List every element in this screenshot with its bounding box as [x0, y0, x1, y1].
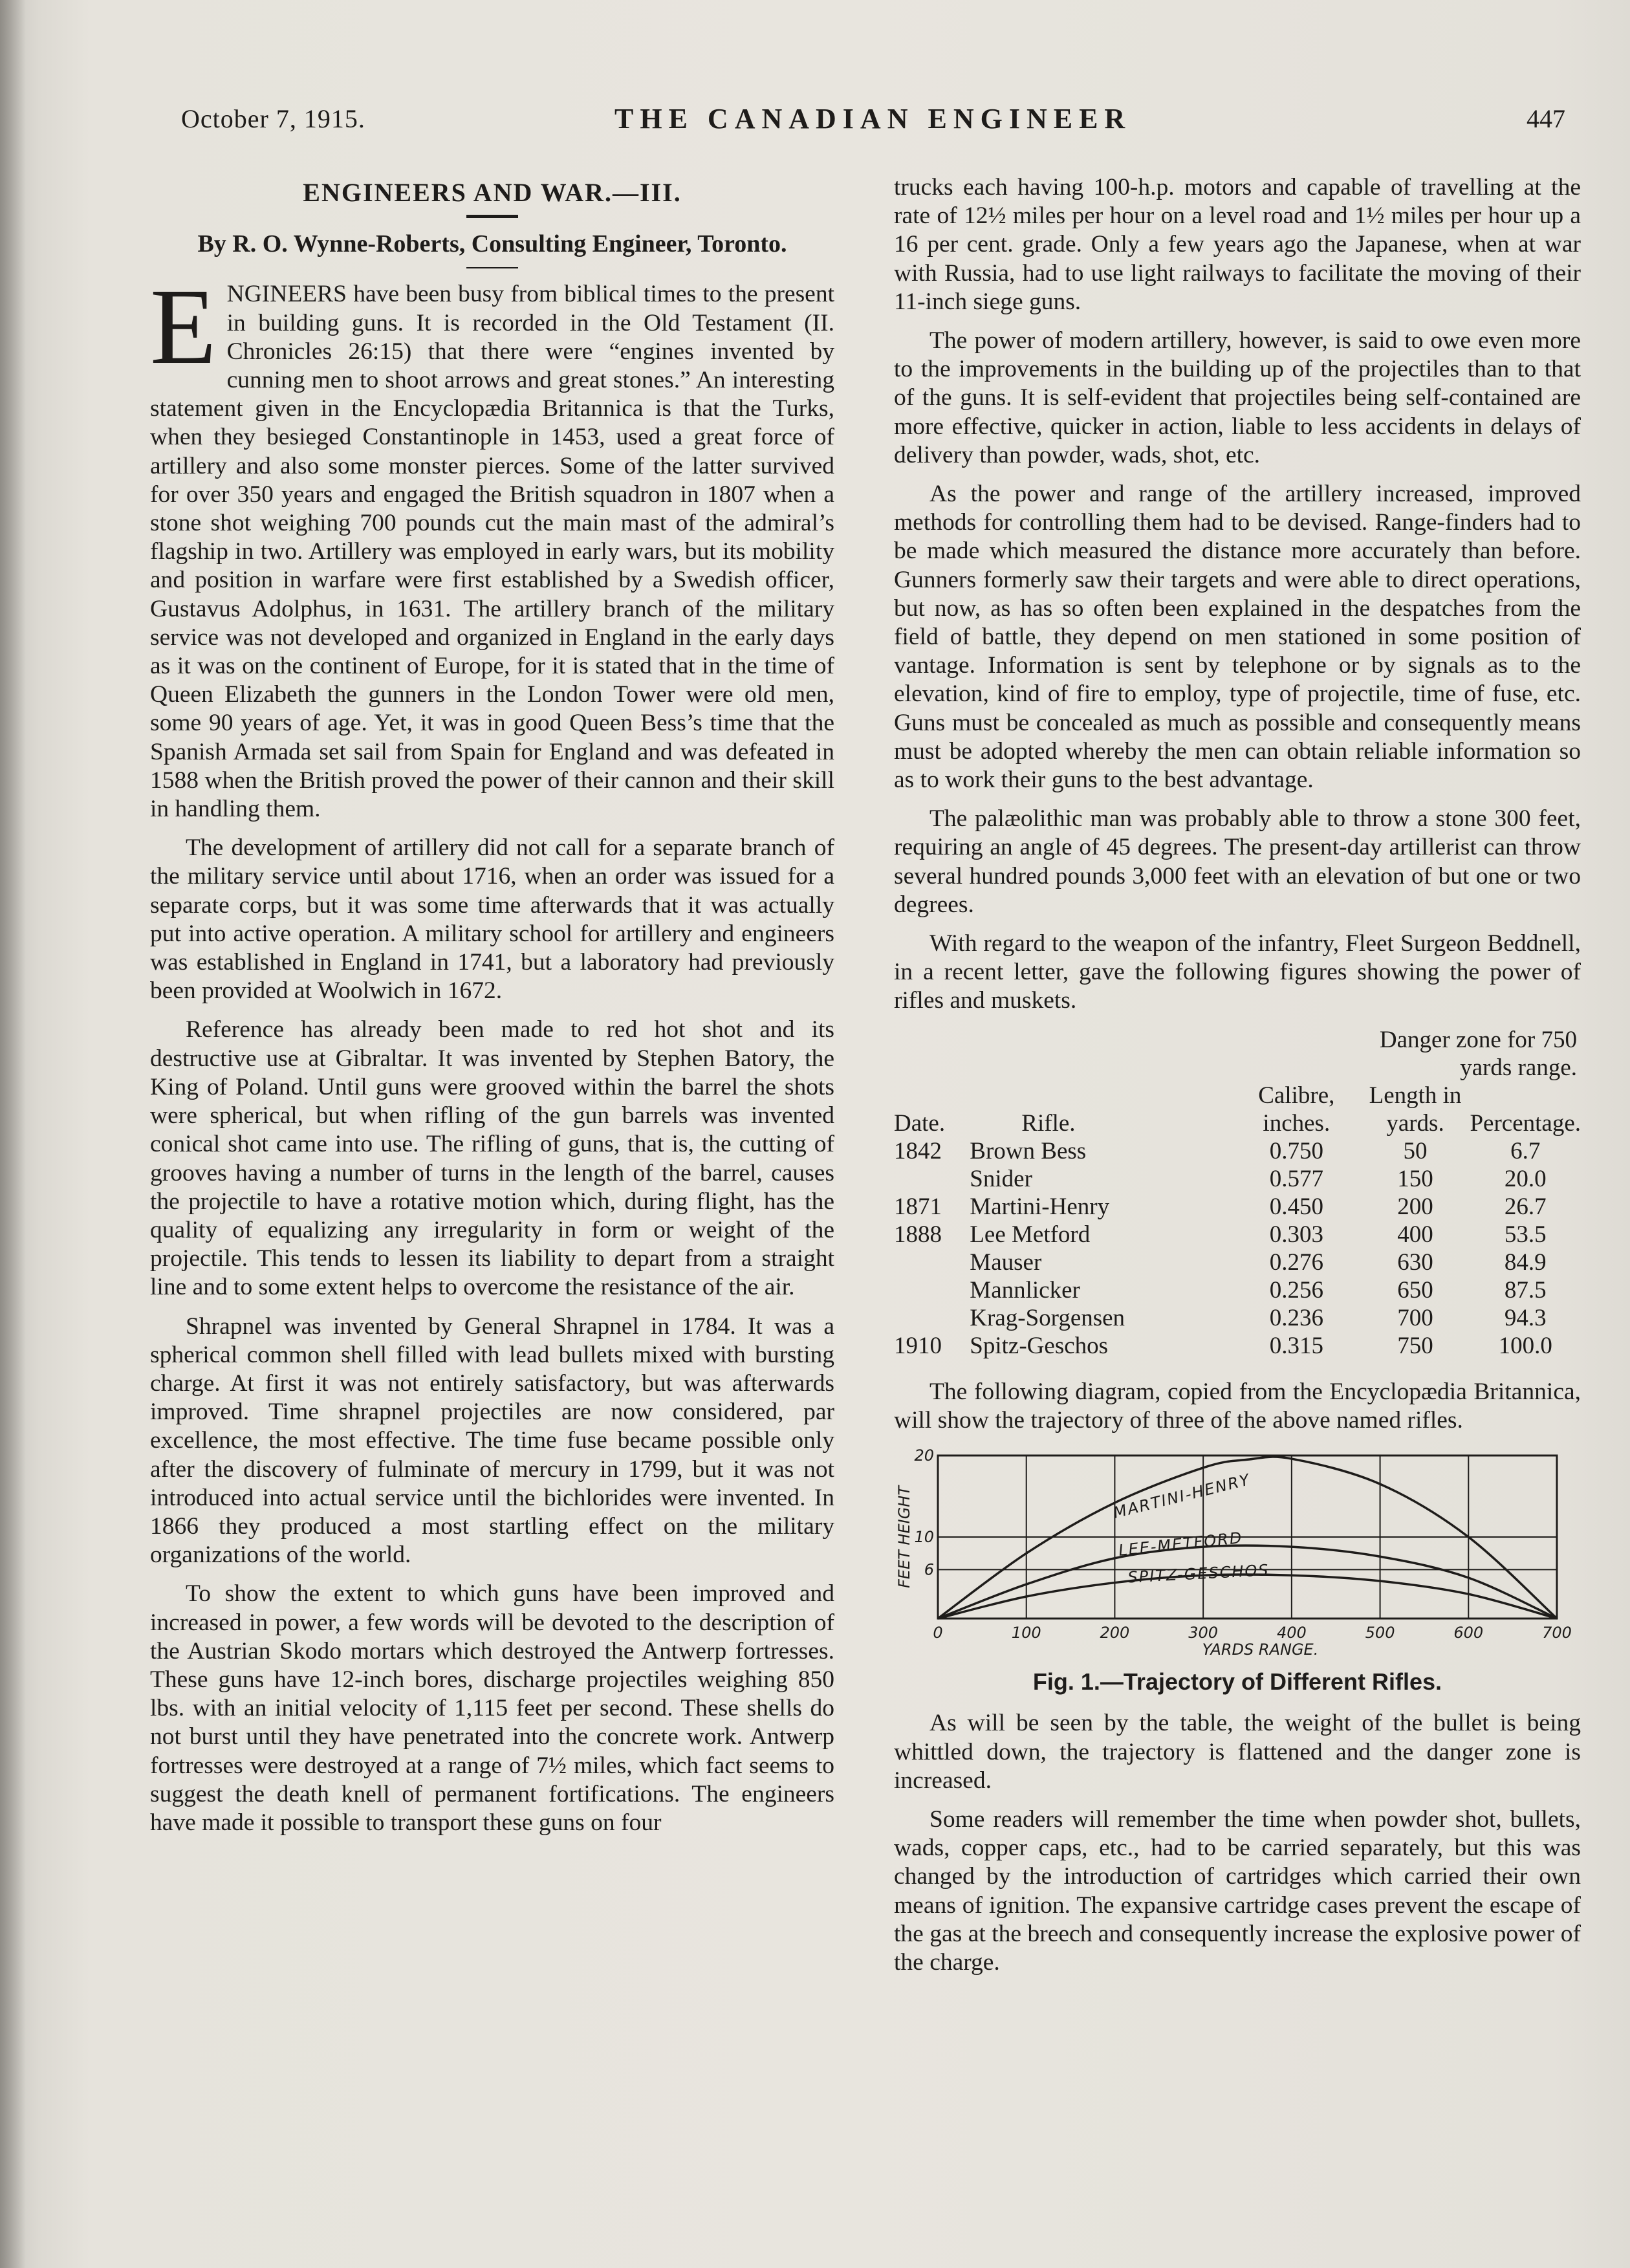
cell-rifle: Spitz-Geschos: [970, 1332, 1109, 1359]
right-column: [894, 173, 1581, 1987]
paragraph-infantry: With regard to the weapon of the infantry, Fleet Surgeon Beddnell, in a recent letter, gave the following figures showing the power of rifles and muskets.: [894, 930, 1581, 1014]
page-number: 447: [1527, 104, 1565, 133]
chart-curves: [938, 1457, 1557, 1619]
x-tick-label: 500: [1365, 1624, 1395, 1642]
binding-shadow: [0, 0, 26, 2268]
paragraph-table-conclusion: As will be seen by the table, the weight of the bullet is being whittled down, the trajectory is flattened and the danger zone is increased.: [894, 1710, 1581, 1794]
paragraph-shrapnel: Shrapnel was invented by General Shrapnel in 1784. It was a spherical common shell filled with lead bullets mixed with bursting charge. At first it was not entirely satisfactory, but was afterwards improved. Time shrapnel projectiles are now considered, par excellence, the most effective. The time fuse became possible only after the discovery of fulminate of mercury in 1799, but it was not introduced into actual service until the bichlorides were invented. In 1866 they produced a most startling effect on the military organizations of the world.: [150, 1313, 834, 1569]
cell-percentage: 20.0: [1504, 1165, 1547, 1192]
x-tick-label: 600: [1453, 1624, 1484, 1642]
table-row: [894, 1193, 1581, 1221]
x-axis-title: YARDS RANGE.: [1202, 1641, 1319, 1659]
trajectory-figure: [894, 1445, 1581, 1696]
cell-date: 1910: [894, 1332, 942, 1359]
cell-rifle: Snider: [970, 1165, 1032, 1192]
cell-length: 400: [1397, 1221, 1433, 1248]
running-head: [181, 97, 1565, 142]
cell-date: 1842: [894, 1137, 942, 1164]
column-header: yards.: [1386, 1109, 1444, 1137]
table-row: [894, 1221, 1581, 1248]
rifle-table: [894, 1026, 1581, 1360]
table-row: [894, 1248, 1581, 1276]
x-tick-label: 700: [1542, 1624, 1572, 1642]
x-tick-label: 300: [1188, 1624, 1219, 1642]
paragraph-intro-text: NGINEERS have been busy from biblical times to the present in building guns. It is recorded in the Old Testament (II. Chronicles 26:15) that there were “engines invented by cunning men to shoot arrows and great stones.” An interesting statement given in the Encyclopædia Britannica is that the Turks, when they besieged Constantinople in 1453, used a great force of artillery and also some monster pierces. Some of the latter survived for over 350 years and engaged the British squadron in 1807 when a stone shot weighing 700 pounds cut the main mast of the admiral’s flagship in two. Artillery was employed in early wars, but its mobility and position in warfare were first established by a Swedish officer, Gustavus Adolphus, in 1631. The artillery branch of the military service was not developed and organized in England in the early days as it was on the continent of Europe, for it is stated that in the time of Queen Elizabeth the gunners in the London Tower were old men, some 90 years of age. Yet, it was in good Queen Bess’s time that the Spanish Armada set sail from Spain for England and was defeated in 1588 when the British proved the power of their cannon and their skill in handling them.: [150, 281, 834, 823]
cell-length: 700: [1397, 1304, 1433, 1331]
paragraph-diagram-intro: The following diagram, copied from the Encyclopædia Britannica, will show the trajectory of three of the above named rifles.: [894, 1378, 1581, 1434]
paragraph-cartridges: Some readers will remember the time when powder shot, bullets, wads, copper caps, etc., had to be carried separately, but this was changed by the introduction of cartridges which carried their own means of ignition. The expansive cartridge cases prevent the escape of the gas at the breech and consequently increase the explosive power of the charge.: [894, 1805, 1581, 1976]
series-label: SPITZ-GESCHOS: [1127, 1561, 1270, 1587]
cell-rifle: Martini-Henry: [970, 1193, 1110, 1220]
cell-rifle: Brown Bess: [970, 1137, 1087, 1164]
cell-calibre: 0.303: [1269, 1221, 1323, 1248]
cell-percentage: 6.7: [1510, 1137, 1541, 1164]
paragraph-intro: [150, 267, 834, 823]
cell-rifle: Krag-Sorgensen: [970, 1304, 1125, 1331]
cell-length: 150: [1397, 1165, 1433, 1192]
column-header: Percentage.: [1470, 1109, 1581, 1137]
column-header: Date.: [894, 1109, 946, 1137]
cell-date: [894, 1165, 970, 1193]
y-tick-label: 10: [914, 1528, 934, 1547]
figure-caption: Fig. 1.—Trajectory of Different Rifles.: [1032, 1668, 1442, 1696]
cell-percentage: 100.0: [1498, 1332, 1552, 1359]
cell-date: [894, 1304, 970, 1332]
paragraph-range-finders: As the power and range of the artillery increased, improved methods for controlling them had to be devised. Range-finders had to be made which measured the distance more accurately than before. Gunners formerly saw their targets and were able to direct operations, but now, as has so often been explained in the despatches from the field of battle, they depend on men stationed in some position of vantage. Information is sent by telephone or by signals as to the elevation, kind of fire to employ, type of projectile, time of fuse, etc. Guns must be concealed as much as possible and consequently means must be adopted whereby the men can obtain reliable information so as to work their guns to the best advantage.: [894, 481, 1581, 794]
table-row: [894, 1276, 1581, 1304]
column-header: inches.: [1263, 1109, 1331, 1137]
issue-date: October 7, 1915.: [181, 104, 365, 133]
cell-length: 50: [1403, 1137, 1428, 1164]
series-label: LEE-METFORD: [1117, 1529, 1244, 1560]
cell-percentage: 26.7: [1504, 1193, 1547, 1220]
y-tick-label: 6: [924, 1560, 934, 1579]
table-row: [894, 1165, 1581, 1193]
cell-length: 750: [1397, 1332, 1433, 1359]
table-row: [894, 1304, 1581, 1332]
cell-date: [894, 1248, 970, 1276]
cell-date: 1888: [894, 1221, 942, 1248]
paragraph-skodo-mortars: To show the extent to which guns have been improved and increased in power, a few words will be devoted to the description of the Austrian Skodo mortars which destroyed the Antwerp fortresses. These guns have 12-inch bores, discharge projectiles weighing 850 lbs. with an initial velocity of 1,115 feet per second. These shells do not burst until they have penetrated into the concrete work. Antwerp fortresses were destroyed at a range of 7½ miles, which fact seems to suggest the death knell of permanent fortifications. The engineers have made it possible to transport these guns on four: [150, 1580, 834, 1836]
cell-rifle: Mannlicker: [970, 1276, 1080, 1303]
calibre-header-top: Calibre,: [1258, 1082, 1335, 1109]
cell-calibre: 0.450: [1269, 1193, 1323, 1220]
cell-percentage: 84.9: [1504, 1248, 1547, 1276]
trajectory-curve: [938, 1575, 1557, 1619]
cell-calibre: 0.276: [1269, 1248, 1323, 1276]
danger-zone-header-1: Danger zone for 750: [1379, 1026, 1577, 1053]
left-column: [150, 175, 834, 1848]
drop-cap: E: [150, 267, 217, 387]
x-tick-label: 200: [1100, 1624, 1130, 1642]
trajectory-chart: [894, 1445, 1581, 1665]
x-tick-label: 0: [933, 1624, 943, 1642]
byline: By R. O. Wynne-Roberts, Consulting Engineer, Toronto.: [197, 230, 787, 258]
journal-title: THE CANADIAN ENGINEER: [614, 103, 1132, 135]
cell-date: 1871: [894, 1193, 942, 1220]
x-tick-label: 100: [1011, 1624, 1041, 1642]
x-tick-label: 400: [1276, 1624, 1307, 1642]
cell-rifle: Lee Metford: [970, 1221, 1091, 1248]
y-tick-label: 20: [914, 1446, 934, 1465]
title-rule: [466, 215, 518, 218]
column-header: Rifle.: [1021, 1109, 1076, 1137]
cell-rifle: Mauser: [970, 1248, 1042, 1276]
cell-date: [894, 1276, 970, 1304]
cell-calibre: 0.577: [1269, 1165, 1323, 1192]
danger-zone-header-2: yards range.: [1460, 1054, 1577, 1081]
paragraph-projectiles: The power of modern artillery, however, is said to owe even more to the improvements in the building up of the projectiles than to that of the guns. It is self-evident that projectiles being self-contained are more effective, quicker in action, liable to less accidents in delays of delivery than powder, wads, shot, etc.: [894, 327, 1581, 468]
cell-length: 650: [1397, 1276, 1433, 1303]
table-header-row: [894, 1109, 1581, 1137]
cell-calibre: 0.315: [1269, 1332, 1323, 1359]
cell-calibre: 0.236: [1269, 1304, 1323, 1331]
cell-percentage: 53.5: [1504, 1221, 1547, 1248]
article-title: ENGINEERS AND WAR.—III.: [303, 178, 682, 207]
cell-percentage: 87.5: [1504, 1276, 1547, 1303]
byline-rule: [466, 267, 518, 268]
series-label: MARTINI-HENRY: [1111, 1470, 1253, 1522]
paragraph-trucks: trucks each having 100-h.p. motors and capable of travelling at the rate of 12½ miles per hour on a level road and 1½ miles per hour up a 16 per cent. grade. Only a few years ago the Japanese, when at war with Russia, had to use light railways to facilitate the moving of their 11-inch siege guns.: [894, 174, 1581, 315]
y-axis-title: FEET HEIGHT: [895, 1486, 913, 1589]
paragraph-rifling: Reference has already been made to red hot shot and its destructive use at Gibraltar. It was invented by Stephen Batory, the King of Poland. Until guns were grooved within the barrel the shots were spherical, but when rifling of the gun barrels was invented conical shot came into use. The rifling of guns, that is, the cutting of grooves having a number of turns in the length of the barrel, causes the projectile to have a rotative motion which, during flight, has the quality of equalizing any irregularity in form or weight of the projectile. This tends to lessen its liability to depart from a straight line and to some extent helps to overcome the resistance of the air.: [150, 1016, 834, 1301]
paragraph-artillery-development: The development of artillery did not call for a separate branch of the military service until about 1716, when an order was issued for a separate corps, but it was some time afterwards that it was actually put into active operation. A military school for artillery and engineers was established in England in 1741, but a laboratory had previously been provided at Woolwich in 1672.: [150, 834, 834, 1005]
cell-length: 630: [1397, 1248, 1433, 1276]
cell-calibre: 0.256: [1269, 1276, 1323, 1303]
table-row: [894, 1332, 1581, 1360]
trajectory-curve: [938, 1545, 1557, 1619]
cell-percentage: 94.3: [1504, 1304, 1547, 1331]
length-header-top: Length in: [1369, 1082, 1462, 1109]
table-row: [894, 1137, 1581, 1165]
paragraph-palaeolithic: The palæolithic man was probably able to throw a stone 300 feet, requiring an angle of 45 degrees. The present-day artillerist can throw several hundred pounds 3,000 feet with an elevation of but one or two degrees.: [894, 805, 1581, 918]
cell-calibre: 0.750: [1269, 1137, 1323, 1164]
cell-length: 200: [1397, 1193, 1433, 1220]
